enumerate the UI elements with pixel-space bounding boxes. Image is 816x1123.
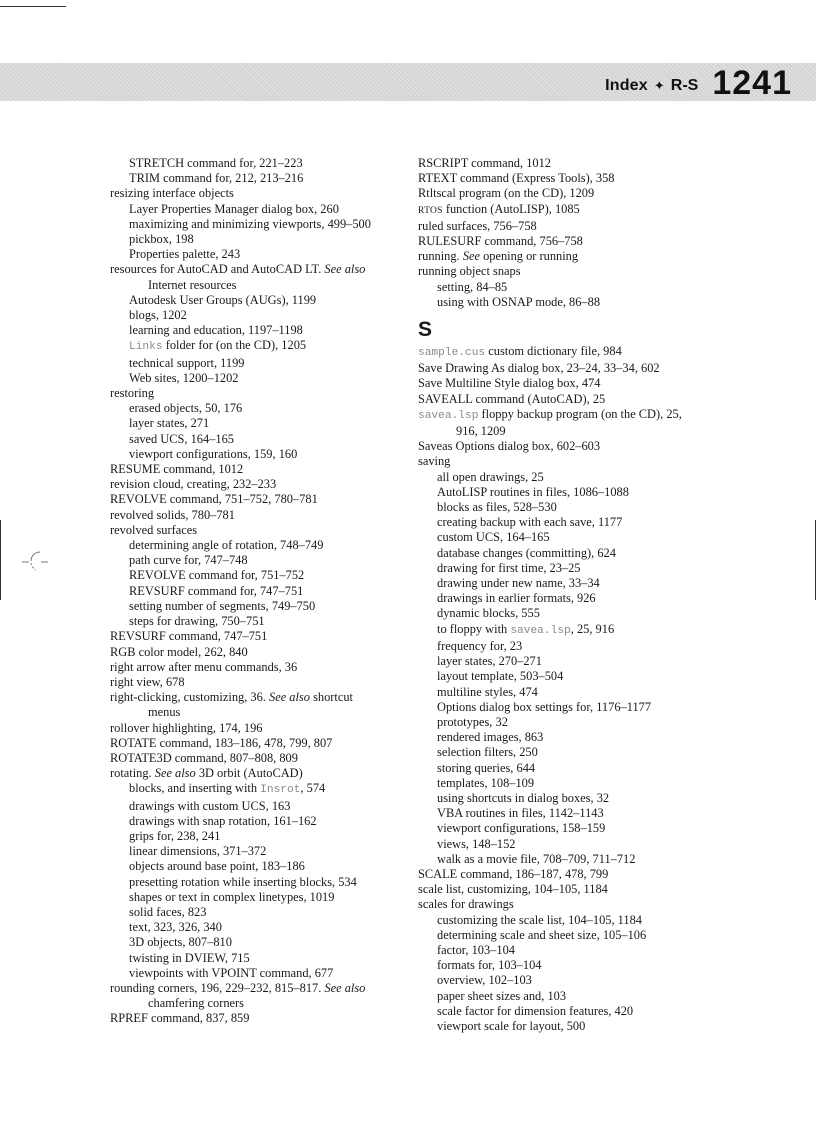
entry-text: REVSURF command, 747–751 [110, 629, 268, 644]
index-entry [418, 376, 798, 391]
entry-text: Properties palette, 243 [129, 247, 241, 262]
index-entry [418, 454, 798, 469]
index-subentry [418, 280, 798, 295]
index-subentry [110, 416, 410, 431]
entry-code: sample.cus [418, 347, 486, 360]
section-heading: S [418, 318, 433, 342]
entry-text: rollover highlighting, 174, 196 [110, 720, 263, 735]
index-subentry [110, 829, 410, 844]
registration-mark-icon [22, 548, 48, 574]
entry-text: all open drawings, 25 [437, 469, 544, 484]
index-subentry [110, 875, 410, 890]
entry-text: RESUME command, 1012 [110, 462, 244, 477]
index-entry [110, 751, 410, 766]
index-subentry [110, 905, 410, 920]
index-subentry [418, 530, 798, 545]
entry-text: objects around base point, 183–186 [129, 859, 305, 874]
entry-text: viewport configurations, 159, 160 [129, 446, 298, 461]
entry-text: AutoLISP routines in files, 1086–1088 [437, 484, 629, 499]
index-subentry [418, 685, 798, 700]
entry-text: learning and education, 1197–1198 [129, 323, 303, 338]
entry-text: determining scale and sheet size, 105–106 [437, 927, 647, 942]
entry-text: STRETCH command for, 221–223 [129, 156, 303, 170]
index-subentry [418, 821, 798, 836]
entry-text: function (AutoLISP), 1085 [445, 201, 580, 216]
index-subentry [110, 844, 410, 859]
index-subentry [418, 639, 798, 654]
entry-text: drawings with snap rotation, 161–162 [129, 813, 317, 828]
index-subentry [418, 295, 798, 310]
entry-text: folder for (on the CD), 1205 [165, 338, 307, 353]
index-entry [418, 249, 798, 264]
index-subentry [418, 576, 798, 591]
index-subentry [418, 591, 798, 606]
index-subentry [418, 806, 798, 821]
index-subentry [110, 599, 410, 614]
entry-text: RSCRIPT command, 1012 [418, 156, 551, 170]
entry-text: custom dictionary file, 984 [488, 344, 622, 359]
index-entry-continuation [110, 278, 410, 293]
entry-text: rounding corners, 196, 229–232, 815–817. [110, 980, 322, 995]
index-subentry [110, 217, 410, 232]
entry-text: using with OSNAP mode, 86–88 [437, 294, 601, 309]
entry-text: database changes (committing), 624 [437, 545, 616, 560]
index-subentry [418, 715, 798, 730]
index-subentry [110, 232, 410, 247]
entry-text: technical support, 1199 [129, 355, 245, 370]
entry-text: viewport scale for layout, 500 [437, 1018, 586, 1033]
index-entry [110, 1011, 410, 1026]
index-subentry [110, 293, 410, 308]
entry-text: Save Drawing As dialog box, 23–24, 33–34, 602 [418, 361, 660, 376]
running-head-section: Index [605, 77, 648, 94]
index-entry [418, 867, 798, 882]
entry-text: ruled surfaces, 756–758 [418, 218, 537, 233]
index-subentry [418, 606, 798, 621]
entry-text: Web sites, 1200–1202 [129, 370, 239, 385]
entry-text-after: shortcut [313, 690, 353, 705]
index-entry [110, 186, 410, 201]
index-subentry [418, 546, 798, 561]
entry-text: customizing the scale list, 104–105, 1184 [437, 912, 642, 927]
entry-text: creating backup with each save, 1177 [437, 515, 623, 530]
index-subentry [418, 700, 798, 715]
entry-code: Links [129, 341, 163, 354]
entry-text: Options dialog box settings for, 1176–1177 [437, 699, 652, 714]
index-entry [418, 392, 798, 407]
running-head [605, 63, 792, 101]
entry-text: Save Multiline Style dialog box, 474 [418, 376, 601, 391]
entry-text: twisting in DVIEW, 715 [129, 950, 250, 965]
entry-text: setting number of segments, 749–750 [129, 598, 316, 613]
index-entry [418, 186, 798, 201]
entry-text: templates, 108–109 [437, 775, 535, 790]
index-entry [418, 219, 798, 234]
entry-text: floppy backup program (on the CD), 25, [481, 406, 682, 421]
entry-text: solid faces, 823 [129, 904, 207, 919]
index-subentry [418, 1019, 798, 1034]
entry-text: Saveas Options dialog box, 602–603 [418, 439, 601, 454]
entry-text: REVOLVE command for, 751–752 [129, 568, 305, 583]
entry-text: shapes or text in complex linetypes, 1019 [129, 889, 335, 904]
entry-text-after: 3D orbit (AutoCAD) [198, 766, 303, 781]
page-number: 1241 [712, 64, 792, 102]
entry-text: layer states, 270–271 [437, 654, 542, 669]
entry-text: factor, 103–104 [437, 942, 515, 957]
entry-text: right-clicking, customizing, 36. [110, 690, 266, 705]
entry-text: blocks as files, 528–530 [437, 500, 557, 515]
index-entry [110, 386, 410, 401]
entry-text: RGB color model, 262, 840 [110, 644, 248, 659]
index-subentry [418, 776, 798, 791]
index-entry [110, 766, 410, 781]
see-also-reference: See also [269, 690, 310, 705]
entry-term-smallcaps: RTOS [418, 205, 443, 216]
index-entry [418, 264, 798, 279]
index-entry-continuation [418, 424, 798, 439]
index-entry [418, 361, 798, 376]
index-subentry [110, 781, 410, 798]
entry-text: REVSURF command for, 747–751 [129, 583, 304, 598]
entry-text: formats for, 103–104 [437, 958, 542, 973]
entry-text: right arrow after menu commands, 36 [110, 659, 298, 674]
entry-text: rotating. [110, 766, 152, 781]
entry-text: drawings in earlier formats, 926 [437, 591, 596, 606]
entry-text: revision cloud, creating, 232–233 [110, 477, 277, 492]
index-subentry [418, 1004, 798, 1019]
index-subentry [110, 308, 410, 323]
index-subentry [110, 156, 410, 171]
index-subentry [418, 958, 798, 973]
entry-text: linear dimensions, 371–372 [129, 844, 267, 859]
entry-text: SAVEALL command (AutoCAD), 25 [418, 391, 606, 406]
index-entry [418, 234, 798, 249]
entry-text: RULESURF command, 756–758 [418, 234, 583, 249]
entry-text: using shortcuts in dialog boxes, 32 [437, 790, 610, 805]
entry-text: TRIM command for, 212, 213–216 [129, 171, 304, 186]
index-entry [110, 462, 410, 477]
index-entry [110, 660, 410, 675]
entry-text: dynamic blocks, 555 [437, 606, 540, 621]
corner-rule [0, 6, 66, 7]
index-subentry [418, 669, 798, 684]
index-subentry [110, 553, 410, 568]
index-entry [110, 262, 410, 277]
entry-text: right view, 678 [110, 674, 185, 689]
index-column-left [110, 156, 410, 1027]
index-subentry [110, 432, 410, 447]
see-also-reference: See [462, 249, 480, 264]
index-subentry [110, 401, 410, 416]
entry-text: maximizing and minimizing viewports, 499–500 [129, 216, 371, 231]
running-head-letters: R-S [670, 77, 699, 94]
index-entry [110, 645, 410, 660]
index-entry [110, 721, 410, 736]
entry-text: running. [418, 249, 460, 264]
entry-text: scale list, customizing, 104–105, 1184 [418, 882, 608, 897]
entry-text: scales for drawings [418, 897, 514, 912]
index-subentry [110, 356, 410, 371]
index-subentry [110, 584, 410, 599]
entry-text: REVOLVE command, 751–752, 780–781 [110, 492, 318, 507]
index-subentry [110, 951, 410, 966]
entry-text: viewport configurations, 158–159 [437, 821, 606, 836]
entry-text: SCALE command, 186–187, 478, 799 [418, 866, 609, 881]
entry-text: menus [148, 705, 181, 720]
index-entry [110, 629, 410, 644]
index-subentry [110, 447, 410, 462]
entry-text: setting, 84–85 [437, 279, 508, 294]
index-subentry [418, 913, 798, 928]
index-subentry [110, 338, 410, 355]
entry-text-after: opening or running [483, 249, 579, 264]
entry-text: text, 323, 326, 340 [129, 920, 222, 935]
entry-code: savea.lsp [418, 409, 479, 422]
index-subentry [110, 247, 410, 262]
index-subentry [110, 614, 410, 629]
entry-text: resources for AutoCAD and AutoCAD LT. [110, 262, 322, 277]
index-entry [418, 171, 798, 186]
entry-text: frequency for, 23 [437, 638, 523, 653]
index-entry [110, 675, 410, 690]
index-subentry [110, 568, 410, 583]
index-subentry [110, 799, 410, 814]
entry-text: saving [418, 454, 451, 469]
index-entry [418, 439, 798, 454]
index-subentry [110, 920, 410, 935]
entry-text: drawing for first time, 23–25 [437, 560, 581, 575]
index-subentry [110, 814, 410, 829]
entry-text: storing queries, 644 [437, 760, 536, 775]
index-subentry [418, 485, 798, 500]
index-subentry [418, 973, 798, 988]
index-subentry [110, 323, 410, 338]
entry-text: revolved solids, 780–781 [110, 507, 235, 522]
index-subentry [418, 515, 798, 530]
index-subentry [418, 791, 798, 806]
index-entry [418, 897, 798, 912]
index-entry [110, 690, 410, 705]
entry-code: Insrot [260, 784, 301, 797]
entry-text: path curve for, 747–748 [129, 553, 248, 568]
entry-text: RPREF command, 837, 859 [110, 1011, 250, 1026]
entry-text: ROTATE3D command, 807–808, 809 [110, 750, 298, 765]
entry-text: to floppy with [437, 621, 508, 636]
index-entry [418, 882, 798, 897]
entry-text: layout template, 503–504 [437, 669, 564, 684]
see-also-reference: See also [324, 262, 366, 277]
entry-text: walk as a movie file, 708–709, 711–712 [437, 851, 636, 866]
index-entry [110, 736, 410, 751]
index-entry [110, 477, 410, 492]
index-entry [110, 492, 410, 507]
index-subentry [110, 966, 410, 981]
entry-text: Internet resources [148, 277, 237, 292]
entry-text: ROTATE command, 183–186, 478, 799, 807 [110, 735, 333, 750]
index-subentry [110, 859, 410, 874]
entry-text: chamfering corners [148, 996, 244, 1011]
see-also-reference: See also [324, 980, 366, 995]
index-entry [110, 523, 410, 538]
entry-text: determining angle of rotation, 748–749 [129, 538, 324, 553]
index-subentry [418, 837, 798, 852]
index-entry [418, 202, 798, 219]
index-subentry [418, 622, 798, 639]
index-subentry [418, 561, 798, 576]
entry-text: viewpoints with VPOINT command, 677 [129, 965, 334, 980]
entry-text: blocks, and inserting with [129, 781, 258, 796]
index-subentry [110, 202, 410, 217]
entry-text: 916, 1209 [456, 424, 506, 439]
entry-text: multiline styles, 474 [437, 684, 538, 699]
index-entry-continuation [110, 705, 410, 720]
index-subentry [418, 928, 798, 943]
entry-text: drawings with custom UCS, 163 [129, 798, 291, 813]
index-subentry [110, 171, 410, 186]
index-subentry [110, 371, 410, 386]
entry-text-after: , 574 [300, 781, 326, 796]
entry-code: savea.lsp [510, 624, 571, 637]
diamond-separator-icon: ✦ [653, 78, 665, 93]
entry-text: grips for, 238, 241 [129, 828, 221, 843]
index-subentry [418, 500, 798, 515]
index-subentry [110, 890, 410, 905]
entry-text: prototypes, 32 [437, 714, 508, 729]
entry-text: blogs, 1202 [129, 308, 187, 323]
index-entry [418, 156, 798, 171]
entry-text: presetting rotation while inserting blocks, 534 [129, 874, 357, 889]
entry-text: RTEXT command (Express Tools), 358 [418, 171, 615, 186]
index-entry [418, 344, 798, 361]
entry-text: rendered images, 863 [437, 730, 544, 745]
entry-text: running object snaps [418, 264, 521, 279]
entry-text: pickbox, 198 [129, 232, 194, 247]
entry-text: steps for drawing, 750–751 [129, 614, 265, 629]
index-subentry [418, 989, 798, 1004]
entry-text: erased objects, 50, 176 [129, 401, 243, 416]
index-entry [418, 407, 798, 424]
entry-text: Rtltscal program (on the CD), 1209 [418, 186, 595, 201]
entry-text: restoring [110, 386, 155, 401]
index-subentry [110, 538, 410, 553]
index-subentry [418, 745, 798, 760]
entry-text: saved UCS, 164–165 [129, 431, 234, 446]
entry-text: revolved surfaces [110, 522, 198, 537]
index-entry [110, 981, 410, 996]
index-column-right [418, 156, 798, 1034]
index-subentry [418, 761, 798, 776]
entry-text: paper sheet sizes and, 103 [437, 988, 567, 1003]
index-subentry [418, 943, 798, 958]
entry-text: VBA routines in files, 1142–1143 [437, 806, 604, 821]
index-subentry [418, 730, 798, 745]
entry-text: custom UCS, 164–165 [437, 530, 550, 545]
crop-line-left [0, 520, 1, 600]
index-entry [110, 508, 410, 523]
entry-text: selection filters, 250 [437, 745, 538, 760]
entry-text: Autodesk User Groups (AUGs), 1199 [129, 292, 317, 307]
entry-text: scale factor for dimension features, 420 [437, 1003, 634, 1018]
entry-text: drawing under new name, 33–34 [437, 576, 600, 591]
index-subentry [418, 654, 798, 669]
entry-text: overview, 102–103 [437, 973, 532, 988]
entry-text: Layer Properties Manager dialog box, 260 [129, 201, 339, 216]
entry-text: 3D objects, 807–810 [129, 935, 232, 950]
entry-text: resizing interface objects [110, 186, 234, 201]
index-subentry [418, 470, 798, 485]
entry-text-after: , 25, 916 [570, 621, 615, 636]
entry-text: views, 148–152 [437, 836, 516, 851]
index-subentry [110, 935, 410, 950]
see-also-reference: See also [154, 766, 196, 781]
entry-text: layer states, 271 [129, 416, 210, 431]
index-subentry [418, 852, 798, 867]
index-entry-continuation [110, 996, 410, 1011]
